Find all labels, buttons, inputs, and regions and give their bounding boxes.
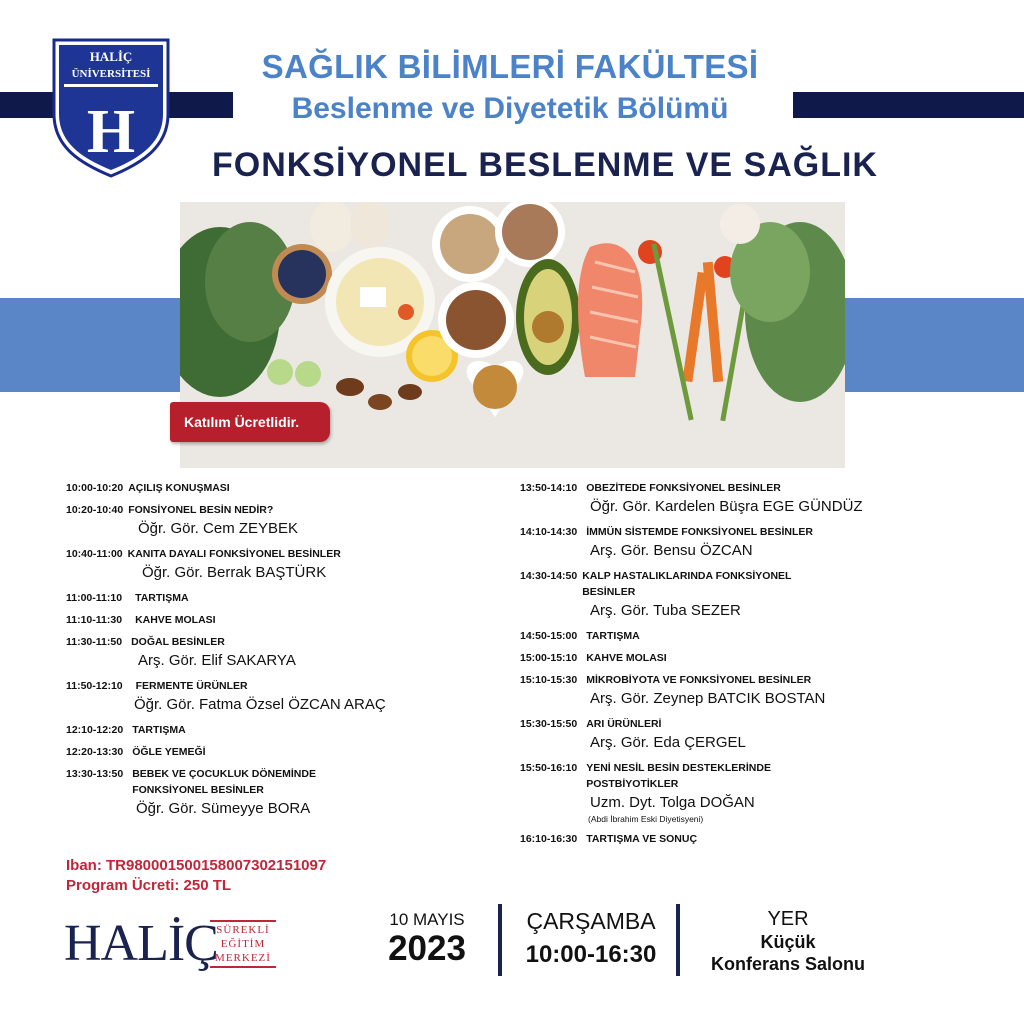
session-time: 11:00-11:10 [66, 592, 123, 604]
program-item [66, 766, 506, 820]
session-time: 14:50-15:00 [520, 630, 578, 642]
session-speaker: Öğr. Gör. Kardelen Büşra EGE GÜNDÜZ [590, 498, 863, 515]
session-time: 10:20-10:40 [66, 504, 124, 516]
session-title: TARTIŞMA [132, 724, 186, 736]
place-label: YER [767, 908, 809, 930]
session-speaker: Arş. Gör. Eda ÇERGEL [590, 734, 746, 751]
footer-divider [676, 904, 680, 976]
program-left-column [66, 480, 506, 826]
session-title: AÇILIŞ KONUŞMASI [128, 482, 230, 494]
logo-sub-line-3: MERKEZİ [215, 952, 271, 964]
session-title: ÖĞLE YEMEĞİ [132, 746, 206, 758]
session-time: 12:20-13:30 [66, 746, 124, 758]
footer-divider [498, 904, 502, 976]
payment-info [66, 856, 326, 896]
session-time: 15:30-15:50 [520, 718, 578, 730]
session-time: 11:50-12:10 [66, 680, 123, 692]
session-time: 11:10-11:30 [66, 614, 123, 626]
program-item [66, 502, 506, 540]
session-time: 10:00-10:20 [66, 482, 124, 494]
shield-letter: H [86, 98, 136, 166]
session-time: 12:10-12:20 [66, 724, 124, 736]
program-item [66, 634, 506, 672]
session-time: 13:30-13:50 [66, 768, 124, 780]
program-item [520, 524, 1000, 562]
event-day-month: 10 MAYIS [389, 910, 465, 929]
program-right-column [520, 480, 1000, 853]
session-time: 10:40-11:00 [66, 548, 123, 560]
session-speaker: Arş. Gör. Bensu ÖZCAN [590, 542, 753, 559]
session-title: TARTIŞMA [135, 592, 189, 604]
session-title: KAHVE MOLASI [135, 614, 216, 626]
session-title: TARTIŞMA VE SONUÇ [586, 833, 698, 845]
program-item [520, 628, 1000, 644]
session-title: OBEZİTEDE FONKSİYONEL BESİNLER [586, 482, 781, 494]
session-title: DOĞAL BESİNLER [131, 636, 225, 648]
event-title: FONKSİYONEL BESLENME VE SAĞLIK [211, 146, 878, 184]
participation-fee-badge: Katılım Ücretlidir. [170, 402, 330, 442]
iban-text: Iban: TR980001500158007302151097 [66, 857, 327, 874]
session-time: 15:50-16:10 [520, 762, 578, 774]
session-title: MİKROBİYOTA VE FONKSİYONEL BESİNLER [586, 674, 812, 686]
header-band-right [793, 92, 1024, 118]
session-time: 13:50-14:10 [520, 482, 578, 494]
session-title: YENİ NESİL BESİN DESTEKLERİNDE POSTBİYOTİKLER [586, 762, 771, 790]
program-fee-text: Program Ücreti: 250 TL [66, 877, 232, 894]
session-title: TARTIŞMA [586, 630, 640, 642]
logo-sub-line-1: SÜREKLİ [216, 924, 270, 936]
logo-sub-line-2: EĞİTİM [220, 938, 266, 950]
session-speaker: Arş. Gör. Elif SAKARYA [138, 652, 296, 669]
session-title: ARI ÜRÜNLERİ [586, 718, 662, 730]
session-time: 14:10-14:30 [520, 526, 578, 538]
session-time: 16:10-16:30 [520, 833, 578, 845]
event-year: 2023 [388, 929, 466, 968]
logo-subtitle [210, 920, 276, 968]
place-line-2: Konferans Salonu [710, 954, 866, 974]
program-item [520, 480, 1000, 518]
program-item [66, 722, 506, 738]
session-time: 15:00-15:10 [520, 652, 578, 664]
session-time: 14:30-14:50 [520, 570, 578, 582]
session-speaker: Öğr. Gör. Fatma Özsel ÖZCAN ARAÇ [134, 696, 386, 713]
event-weekday: ÇARŞAMBA [526, 908, 656, 934]
session-speaker: Arş. Gör. Tuba SEZER [590, 602, 741, 619]
program-item [520, 672, 1000, 710]
session-title: FERMENTE ÜRÜNLER [135, 680, 248, 692]
session-title: KAHVE MOLASI [586, 652, 667, 664]
session-title: KANITA DAYALI FONKSİYONEL BESİNLER [127, 548, 341, 560]
program-item [520, 831, 1000, 847]
program-item [66, 744, 506, 760]
session-title: FONSİYONEL BESİN NEDİR? [128, 504, 274, 516]
session-title: KALP HASTALIKLARINDA FONKSİYONEL BESİNLER [582, 570, 792, 598]
department-title: Beslenme ve Diyetetik Bölümü [291, 92, 729, 125]
program-item [520, 568, 1000, 622]
event-place [690, 908, 886, 975]
continuing-education-logo [64, 912, 276, 982]
shield-line-1: HALİÇ [89, 49, 133, 64]
program-item [66, 678, 506, 716]
speaker-note: (Abdi İbrahim Eski Diyetisyeni) [588, 814, 704, 824]
program-item [520, 650, 1000, 666]
event-weekday-hours [518, 908, 664, 969]
session-title: İMMÜN SİSTEMDE FONKSİYONEL BESİNLER [586, 526, 813, 538]
place-line-1: Küçük [760, 932, 816, 952]
program-item [520, 760, 1000, 825]
event-hours: 10:00-16:30 [525, 941, 657, 968]
program-item [66, 612, 506, 628]
shield-line-2: ÜNİVERSİTESİ [71, 68, 151, 80]
session-title: BEBEK VE ÇOCUKLUK DÖNEMİNDE FONKSİYONEL BESİNLER [132, 768, 316, 796]
program-item [66, 480, 506, 496]
faculty-title: SAĞLIK BİLİMLERİ FAKÜLTESİ [261, 48, 759, 85]
session-speaker: Arş. Gör. Zeynep BATCIK BOSTAN [590, 690, 826, 707]
program-item [520, 716, 1000, 754]
session-time: 11:30-11:50 [66, 636, 123, 648]
session-speaker: Öğr. Gör. Sümeyye BORA [136, 800, 311, 817]
event-date [372, 910, 482, 968]
session-speaker: Öğr. Gör. Cem ZEYBEK [138, 520, 299, 537]
program-item [66, 590, 506, 606]
session-speaker: Öğr. Gör. Berrak BAŞTÜRK [142, 564, 327, 581]
session-time: 15:10-15:30 [520, 674, 578, 686]
session-speaker: Uzm. Dyt. Tolga DOĞAN [590, 794, 755, 811]
program-item [66, 546, 506, 584]
logo-wordmark: HALİÇ [64, 915, 218, 972]
